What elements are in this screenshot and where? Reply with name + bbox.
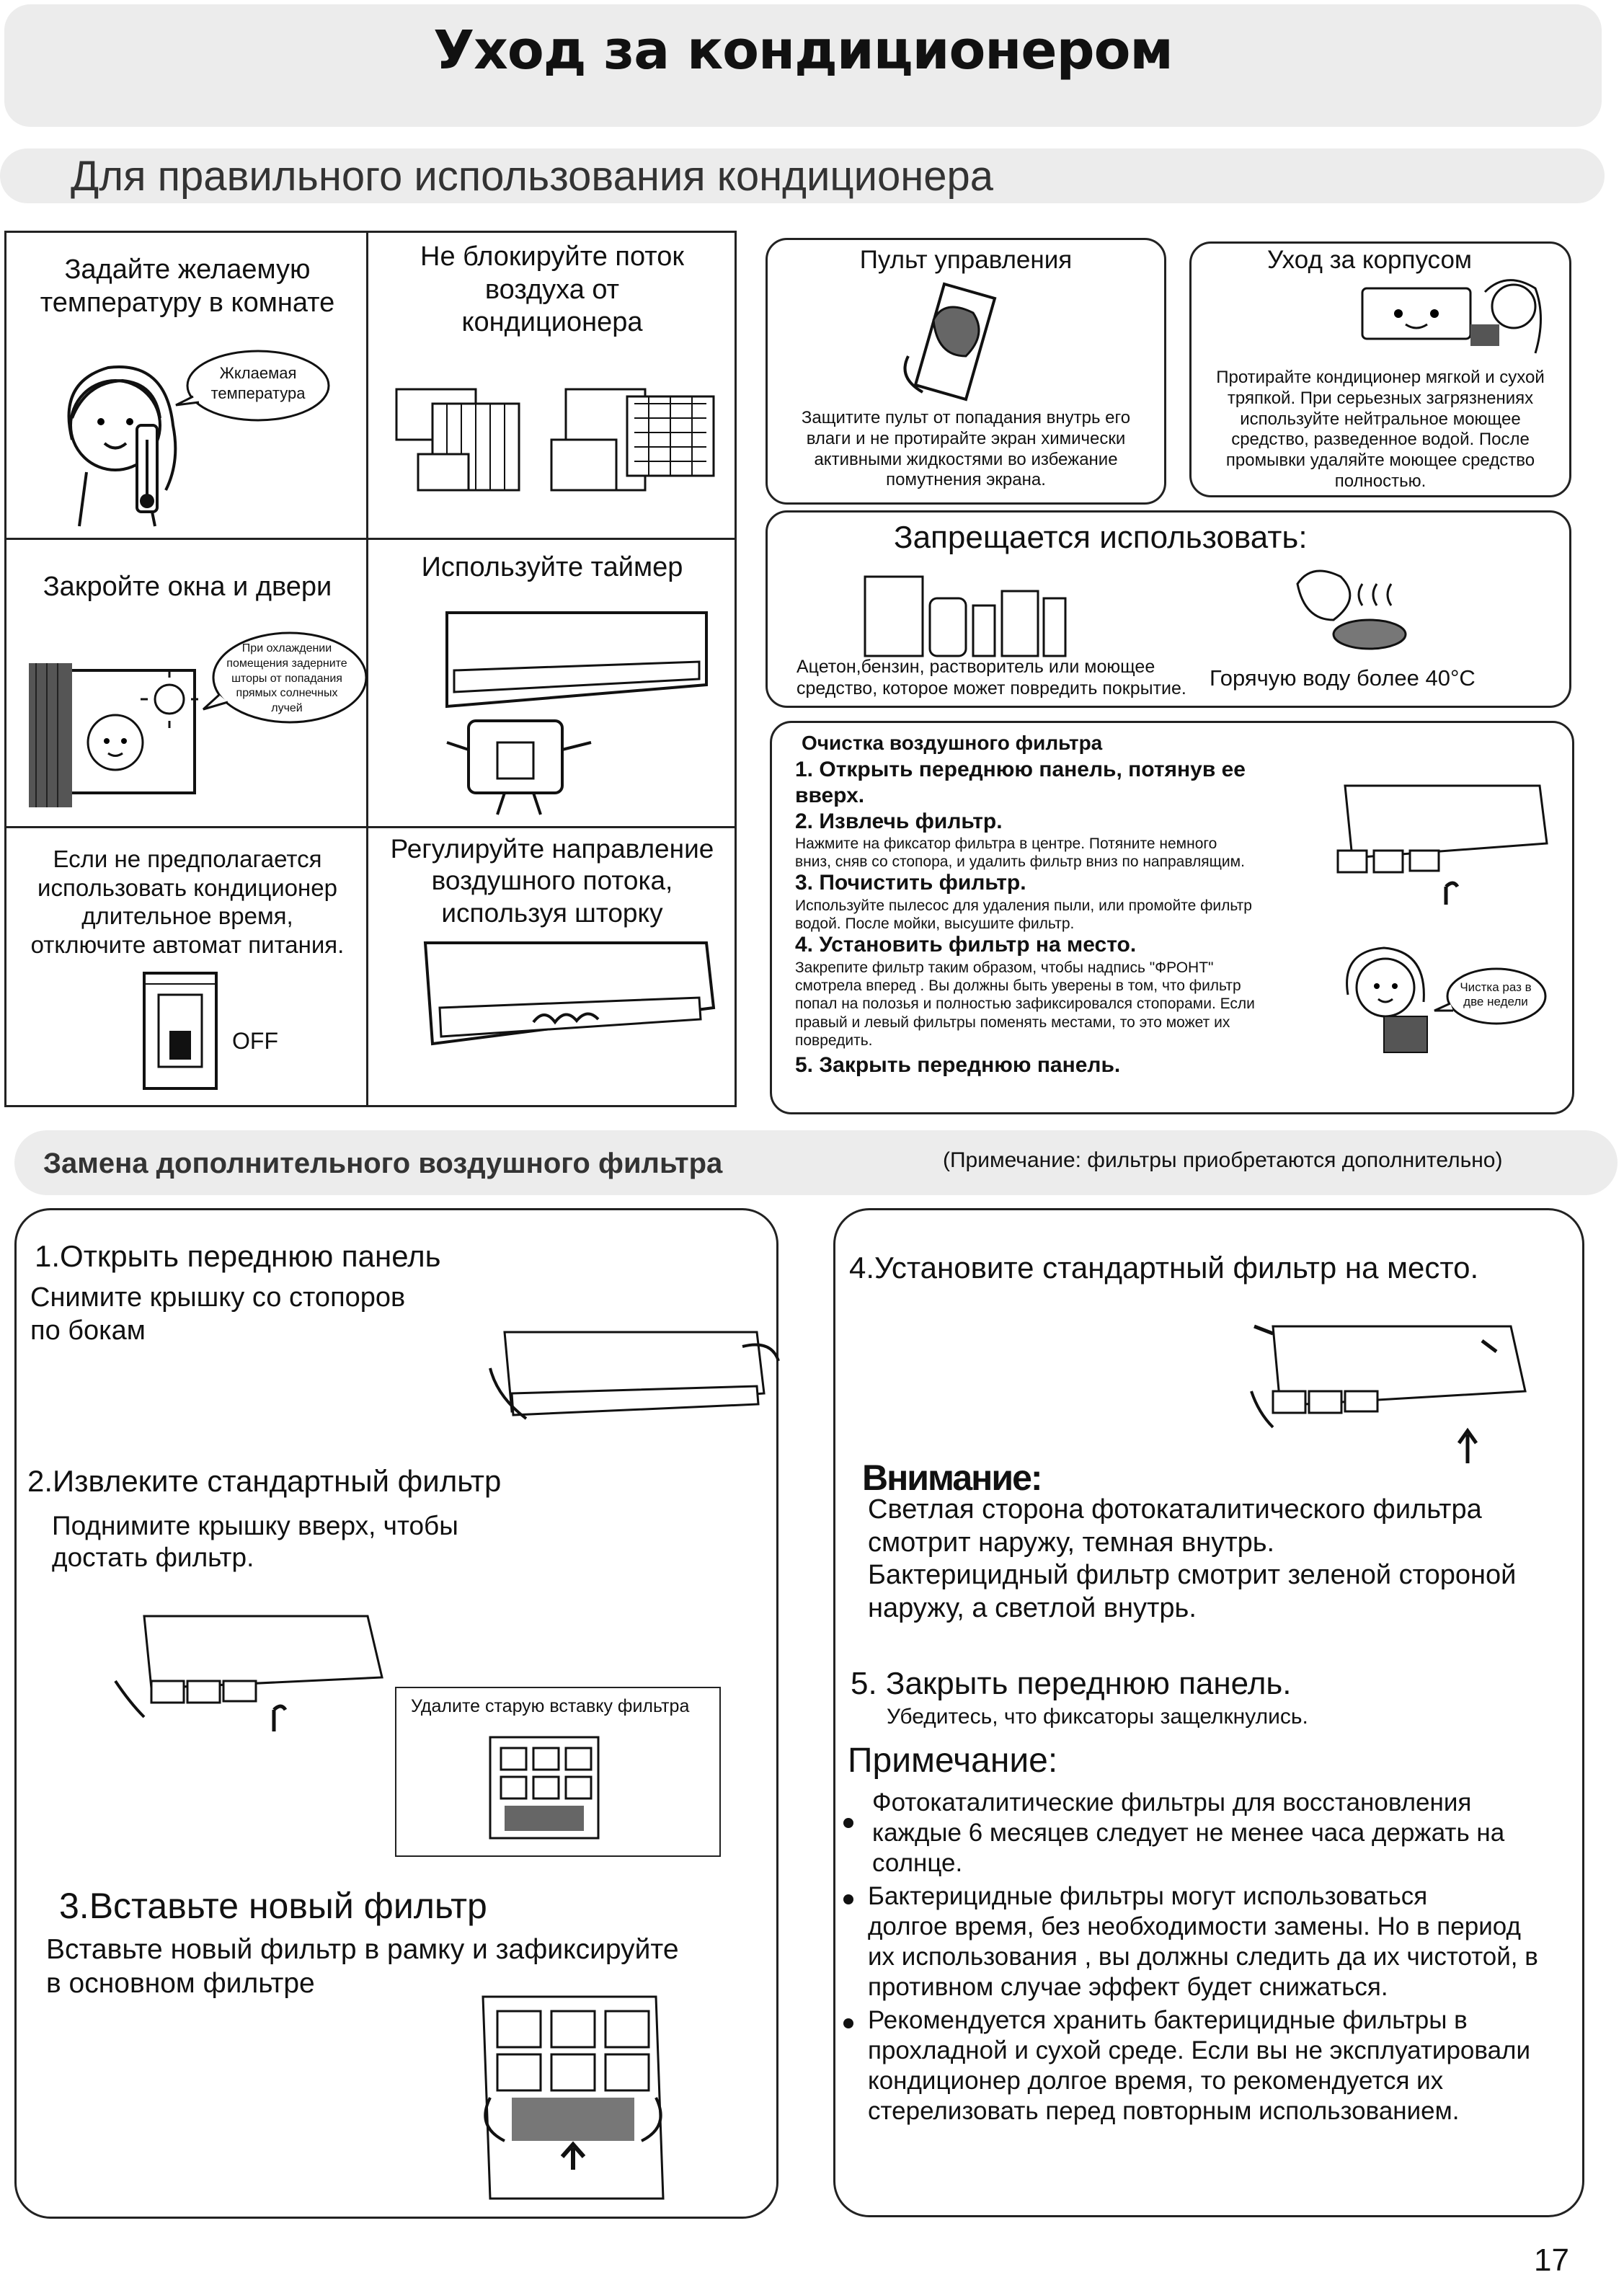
remote-text: Защитите пульт от попадания внутрь его влаги и не протирайте экран химически активными жидкостями во избежание помутнения экрана. <box>801 408 1131 490</box>
note-bullet-3 <box>843 2018 853 2028</box>
note-item-1: Фотокаталитические фильтры для восстановления каждые 6 месяцев следует не менее часа держать на солнце. <box>872 1788 1505 1877</box>
timer-title: Используйте таймер <box>421 552 683 582</box>
breaker-switch-illustration <box>137 966 223 1096</box>
hot-water-text: Горячую воду более 40°C <box>1210 665 1476 691</box>
replace-step1-text: Снимите крышку со стопоров по бокам <box>30 1282 406 1346</box>
close-windows-title: Закройте окна и двери <box>43 572 332 602</box>
filter-cleaning-bubble: Чистка раз в две недели <box>1460 980 1532 1009</box>
grid-divider-h2 <box>4 826 737 828</box>
section2-note: (Примечание: фильтры приобретаются дополнительно) <box>943 1148 1503 1172</box>
filter-step2: 2. Извлечь фильтр. <box>795 809 1003 833</box>
note-item-2: Бактерицидные фильтры могут использоваться долгое время, без необходимости замены. Но в период их использования , вы должны следить да их чистотой, в противном случае эффект будет снижаться. <box>868 1882 1538 2001</box>
no-block-title: Не блокируйте поток воздуха от кондиционера <box>420 241 684 338</box>
ac-timer-illustration <box>432 598 721 815</box>
attention-text: Светлая сторона фотокаталитического фильтра смотрит наружу, темная внутрь. Бактерицидный фильтр смотрит зеленой стороной наружу, а светлой внутрь. <box>868 1494 1517 1623</box>
section1-heading: Для правильного использования кондиционера <box>71 153 994 200</box>
note-bullet-2 <box>843 1894 853 1904</box>
airflow-title: Регулируйте направление воздушного потока, используя шторку <box>390 834 714 928</box>
replace-step2-title: 2.Извлеките стандартный фильтр <box>27 1464 502 1498</box>
filter-step1: 1. Открыть переднюю панель, потянув ее вверх. <box>795 758 1246 807</box>
replace-step3-title: 3.Вставьте новый фильтр <box>59 1886 487 1926</box>
solvents-text: Ацетон,бензин, растворитель или моющее средство, которое может повредить покрытие. <box>797 657 1186 698</box>
note-item-3: Рекомендуется хранить бактерицидные фильтры в прохладной и сухой среде. Если вы не эксплуатировали кондиционер долгое время, то рекомендуется их стерелизовать перед повторным использованием. <box>868 2006 1531 2125</box>
filter-step3-text: Используйте пылесос для удаления пыли, или промойте фильтр водой. После мойки, высушите фильтр. <box>795 897 1252 933</box>
replace-step2-text: Поднимите крышку вверх, чтобы достать фильтр. <box>52 1511 458 1573</box>
install-filter-illustration <box>1244 1319 1532 1471</box>
ac-airflow-illustration <box>418 928 721 1051</box>
filter-open-panel-illustration <box>1323 779 1554 908</box>
section2-heading: Замена дополнительного воздушного фильтра <box>43 1148 723 1179</box>
body-care-title: Уход за корпусом <box>1267 246 1472 274</box>
remote-wipe-icon <box>894 277 1009 414</box>
filter-step4-text: Закрепите фильтр таким образом, чтобы надпись "ФРОНТ" смотрела вперед . Вы должны быть уверены в том, что фильтр попал на полозья и полностью зафиксировался стопорами. Если правый и левый фильтры поменять местами, то это может их повредить. <box>795 959 1255 1049</box>
remove-insert-label: Удалите старую вставку фильтра <box>411 1696 690 1716</box>
replace-step5-text: Убедитесь, что фиксаторы защелкнулись. <box>887 1705 1308 1729</box>
window-curtain-illustration <box>22 663 202 807</box>
grid-divider-h1 <box>4 538 737 540</box>
filter-step2-text: Нажмите на фиксатор фильтра в центре. Потяните немного вниз, сняв со стопора, и удалить фильтр вниз по направлящим. <box>795 835 1245 871</box>
filter-step5: 5. Закрыть переднюю панель. <box>795 1053 1121 1077</box>
page-number: 17 <box>1534 2243 1569 2278</box>
filter-cleaning-girl-illustration <box>1334 937 1442 1060</box>
remove-cover-illustration <box>490 1325 778 1426</box>
note-title: Примечание: <box>848 1742 1058 1780</box>
remote-title: Пульт управления <box>859 246 1073 274</box>
set-temp-bubble: Жклаемая температура <box>210 364 306 402</box>
switch-off-label: OFF <box>232 1028 278 1054</box>
old-filter-insert-illustration <box>483 1730 605 1845</box>
replace-step4-title: 4.Установите стандартный фильтр на место. <box>849 1251 1479 1285</box>
note-bullet-1 <box>843 1818 853 1828</box>
page-title: Уход за кондиционером <box>433 19 1173 81</box>
pull-filter-illustration <box>115 1609 389 1739</box>
hot-water-icon <box>1283 555 1413 656</box>
attention-title: Внимание: <box>862 1458 1042 1498</box>
wipe-ac-illustration <box>1355 274 1550 368</box>
replace-step3-text: Вставьте новый фильтр в рамку и зафиксируйте в основном фильтре <box>46 1934 679 1999</box>
insert-new-filter-illustration <box>476 1990 670 2206</box>
solvent-bottles-icon <box>858 569 1074 656</box>
filter-cleaning-title: Очистка воздушного фильтра <box>802 732 1103 754</box>
filter-step4: 4. Установить фильтр на место. <box>795 933 1137 957</box>
close-windows-bubble: При охлаждении помещения задерните шторы от попадания прямых солнечных лучей <box>226 642 347 715</box>
replace-step1-title: 1.Открыть переднюю панель <box>35 1239 441 1273</box>
body-care-text: Протирайте кондиционер мягкой и сухой тряпкой. При серьезных загрязнениях используйте нейтральное моющее средство, разведенное водой. После промывки удаляйте моющее средство полностью. <box>1216 368 1545 491</box>
replace-step5-title: 5. Закрыть переднюю панель. <box>851 1666 1292 1701</box>
long-absence-title: Если не предполагается использовать кондиционер длительное время, отключите автомат питания. <box>30 846 345 958</box>
blocked-airflow-illustration <box>389 375 721 497</box>
filter-step3: 3. Почистить фильтр. <box>795 871 1026 895</box>
set-temp-title: Задайте желаемую температуру в комнате <box>40 254 335 318</box>
forbidden-title: Запрещается использовать: <box>894 520 1308 555</box>
